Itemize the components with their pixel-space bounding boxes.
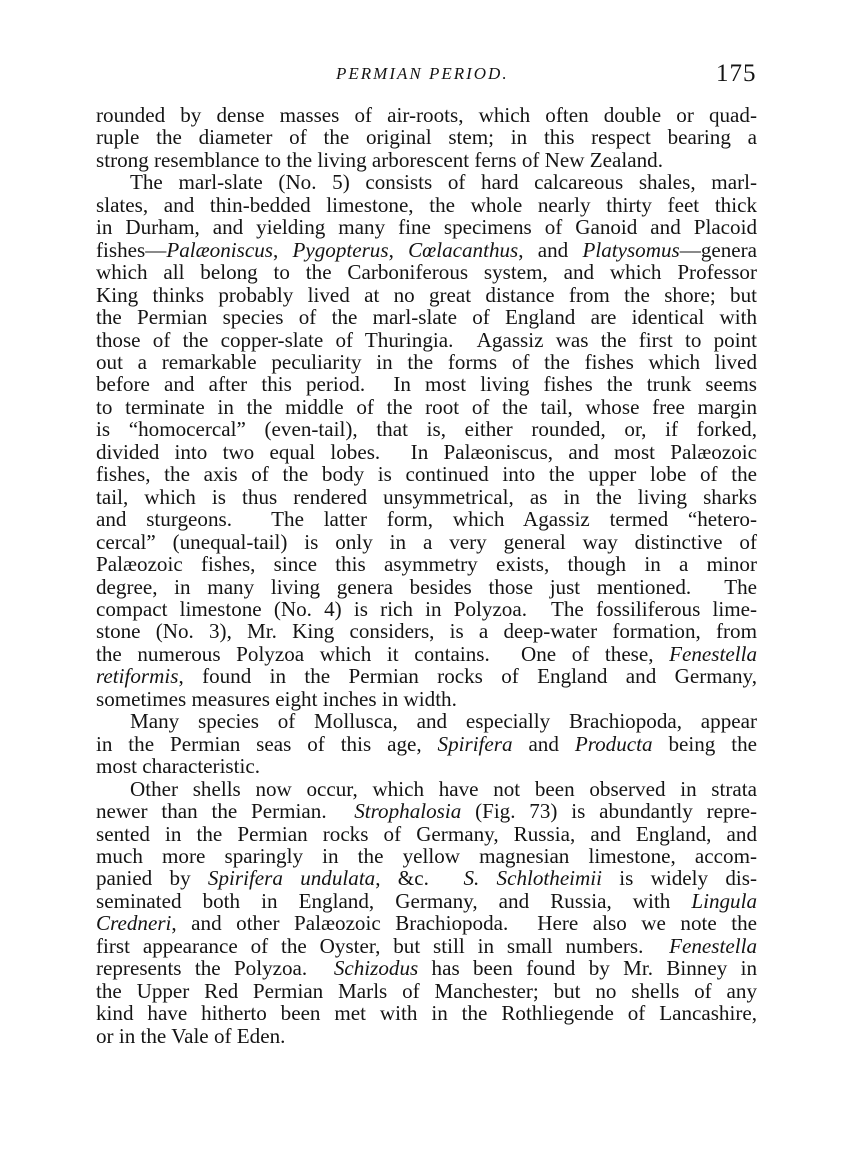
text-run: King thinks probably lived at no great distance from the shore; but bbox=[96, 282, 757, 307]
italic-term: Credneri bbox=[96, 911, 172, 936]
italic-term: Platysomus bbox=[582, 237, 680, 262]
text-run: to terminate in the middle of the root of the tail, whose free margin bbox=[96, 394, 757, 419]
text-run: , &c. bbox=[375, 866, 464, 891]
text-line bbox=[96, 553, 757, 575]
text-line bbox=[96, 935, 757, 957]
text-run: newer than the Permian. bbox=[96, 799, 355, 824]
text-line bbox=[96, 441, 757, 463]
text-run: degree, in many living genera besides those just mentioned. The bbox=[96, 574, 757, 599]
paragraph bbox=[96, 778, 757, 1047]
text-run: is widely dis- bbox=[602, 866, 758, 891]
text-run: , and other Palæozoic Brachiopoda. Here also we note the bbox=[171, 911, 757, 936]
text-run: is “homocercal” (even-tail), that is, either rounded, or, if forked, bbox=[96, 417, 757, 442]
text-run: (Fig. 73) is abundantly repre- bbox=[461, 799, 757, 824]
text-run: stone (No. 3), Mr. King considers, is a deep-water formation, from bbox=[96, 619, 757, 644]
text-line bbox=[96, 957, 757, 979]
text-line bbox=[96, 531, 757, 553]
body-text bbox=[96, 104, 757, 1047]
text-run: strong resemblance to the living arborescent ferns of New Zealand. bbox=[96, 147, 663, 172]
text-run: ruple the diameter of the original stem; in this respect bearing a bbox=[96, 125, 757, 150]
page-number: 175 bbox=[716, 60, 757, 87]
text-run: divided into two equal lobes. In Palæoniscus, and most Palæozoic bbox=[96, 439, 757, 464]
text-line bbox=[130, 778, 757, 800]
text-run: being the bbox=[652, 731, 757, 756]
text-run: before and after this period. In most living fishes the trunk seems bbox=[96, 372, 757, 397]
text-run: the Upper Red Permian Marls of Manchester; but no shells of any bbox=[96, 978, 757, 1003]
text-run: fishes, the axis of the body is continued into the upper lobe of the bbox=[96, 462, 757, 487]
text-run: in Durham, and yielding many fine specimens of Ganoid and Placoid bbox=[96, 215, 757, 240]
text-line bbox=[96, 216, 757, 238]
text-run: , and bbox=[518, 237, 583, 262]
text-line bbox=[96, 800, 757, 822]
text-line bbox=[96, 867, 757, 889]
text-line bbox=[96, 1002, 757, 1024]
italic-term: Fenestella bbox=[669, 641, 757, 666]
text-run: fishes— bbox=[96, 237, 167, 262]
text-line bbox=[96, 261, 757, 283]
paragraph bbox=[96, 171, 757, 710]
text-run: the numerous Polyzoa which it contains. One of these, bbox=[96, 641, 670, 666]
text-run: rounded by dense masses of air-roots, which often double or quad- bbox=[96, 103, 757, 127]
text-line bbox=[96, 688, 757, 710]
text-run: most characteristic. bbox=[96, 754, 260, 779]
italic-term: retiformis bbox=[96, 664, 179, 689]
text-run: cercal” (unequal-tail) is only in a very general way distinctive of bbox=[96, 529, 757, 554]
text-run: has been found by Mr. Binney in bbox=[418, 956, 758, 981]
italic-term: Spirifera undulata bbox=[207, 866, 376, 891]
text-run: slates, and thin-bedded limestone, the whole nearly thirty feet thick bbox=[96, 192, 757, 217]
italic-term: Strophalosia bbox=[354, 799, 462, 824]
text-line bbox=[96, 733, 757, 755]
text-run: and bbox=[512, 731, 575, 756]
text-line bbox=[96, 126, 757, 148]
text-run: tail, which is thus rendered unsymmetrical, as in the living sharks bbox=[96, 484, 757, 509]
text-line bbox=[96, 1025, 757, 1047]
text-line bbox=[96, 463, 757, 485]
text-run: Other shells now occur, which have not been observed in strata bbox=[130, 776, 757, 801]
text-line bbox=[96, 306, 757, 328]
text-line bbox=[96, 823, 757, 845]
text-run: Palæozoic fishes, since this asymmetry exists, though in a minor bbox=[96, 552, 757, 577]
text-run: seminated both in England, Germany, and Russia, with bbox=[96, 888, 692, 913]
text-run: The marl-slate (No. 5) consists of hard calcareous shales, marl- bbox=[130, 170, 757, 195]
text-line bbox=[96, 418, 757, 440]
text-line bbox=[96, 373, 757, 395]
text-run: —genera bbox=[679, 237, 758, 262]
text-run: sometimes measures eight inches in width. bbox=[96, 686, 457, 711]
italic-term: Cœlacanthus bbox=[408, 237, 519, 262]
italic-term: Schizodus bbox=[333, 956, 419, 981]
text-line bbox=[96, 486, 757, 508]
text-line bbox=[96, 598, 757, 620]
text-run: out a remarkable peculiarity in the forms of the fishes which lived bbox=[96, 349, 757, 374]
text-line bbox=[130, 171, 757, 193]
text-run: which all belong to the Carboniferous system, and which Professor bbox=[96, 260, 757, 285]
text-line bbox=[96, 576, 757, 598]
text-run: those of the copper-slate of Thuringia. Agassiz was the first to point bbox=[96, 327, 757, 352]
text-run: the Permian species of the marl-slate of England are identical with bbox=[96, 305, 757, 330]
text-line bbox=[96, 890, 757, 912]
italic-term: Spirifera bbox=[437, 731, 513, 756]
text-run: first appearance of the Oyster, but still in small numbers. bbox=[96, 933, 670, 958]
italic-term: Producta bbox=[574, 731, 653, 756]
italic-term: S. Schlotheimii bbox=[463, 866, 602, 891]
text-line bbox=[96, 508, 757, 530]
text-line bbox=[96, 980, 757, 1002]
text-line bbox=[96, 284, 757, 306]
text-run: and sturgeons. The latter form, which Agassiz termed “hetero- bbox=[96, 507, 757, 532]
running-head-title: PERMIAN PERIOD. bbox=[336, 64, 509, 83]
paragraph bbox=[96, 710, 757, 777]
italic-term: Pygopterus bbox=[292, 237, 389, 262]
text-run: kind have hitherto been met with in the Rothliegende of Lancashire, bbox=[96, 1001, 757, 1026]
text-line bbox=[96, 329, 757, 351]
text-run: sented in the Permian rocks of Germany, Russia, and England, and bbox=[96, 821, 757, 846]
text-run: in the Permian seas of this age, bbox=[96, 731, 438, 756]
text-run: , bbox=[272, 237, 293, 262]
text-line bbox=[96, 396, 757, 418]
paragraph bbox=[96, 104, 757, 171]
text-line bbox=[96, 755, 757, 777]
text-line bbox=[96, 149, 757, 171]
text-line bbox=[96, 104, 757, 126]
text-line bbox=[96, 620, 757, 642]
text-line bbox=[96, 194, 757, 216]
text-run: panied by bbox=[96, 866, 208, 891]
text-line bbox=[96, 665, 757, 687]
text-line bbox=[96, 643, 757, 665]
running-head bbox=[0, 60, 850, 88]
text-run: , found in the Permian rocks of England and Germany, bbox=[178, 664, 757, 689]
italic-term: Palæoniscus bbox=[166, 237, 273, 262]
text-run: represents the Polyzoa. bbox=[96, 956, 334, 981]
text-run: or in the Vale of Eden. bbox=[96, 1023, 286, 1048]
text-line bbox=[96, 351, 757, 373]
italic-term: Fenestella bbox=[669, 933, 757, 958]
text-line bbox=[96, 912, 757, 934]
text-run: much more sparingly in the yellow magnesian limestone, accom- bbox=[96, 843, 757, 868]
text-run: , bbox=[388, 237, 409, 262]
italic-term: Lingula bbox=[691, 888, 757, 913]
text-line bbox=[96, 845, 757, 867]
text-run: Many species of Mollusca, and especially Brachiopoda, appear bbox=[130, 709, 757, 734]
text-line bbox=[96, 239, 757, 261]
text-run: compact limestone (No. 4) is rich in Polyzoa. The fossiliferous lime- bbox=[96, 596, 757, 621]
text-line bbox=[130, 710, 757, 732]
